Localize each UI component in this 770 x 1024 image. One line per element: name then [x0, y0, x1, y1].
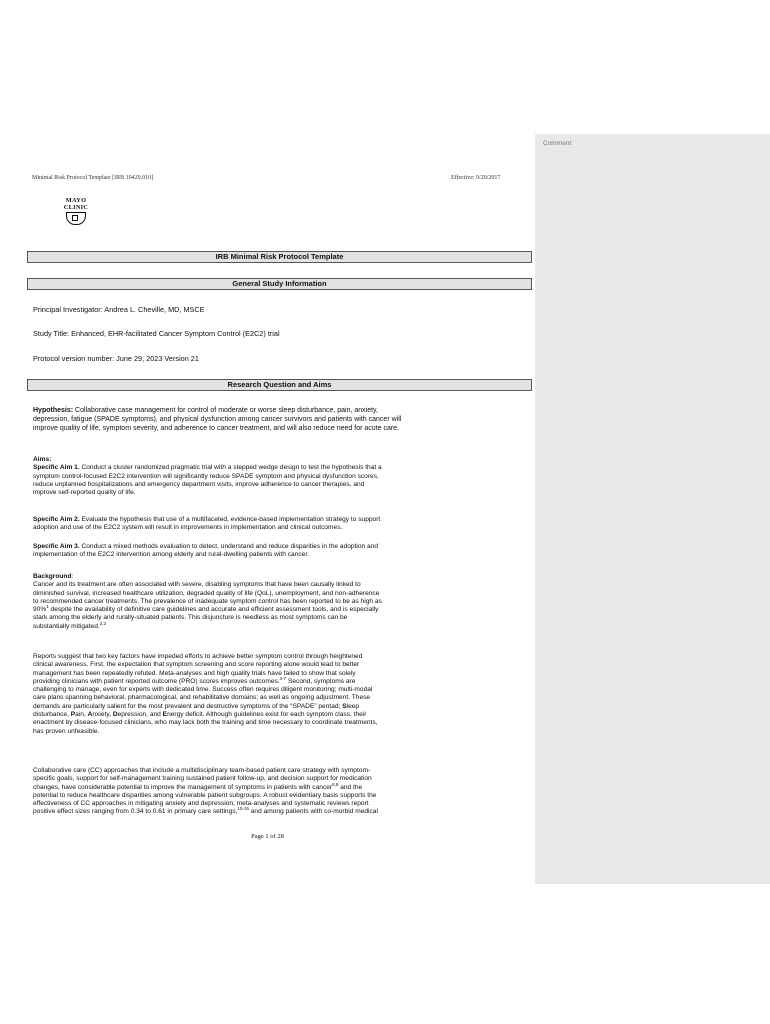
- mayo-clinic-logo: MAYO CLINIC: [58, 198, 94, 230]
- section-bar-title: IRB Minimal Risk Protocol Template: [27, 251, 532, 263]
- background-p1: Background: Cancer and its treatment are often associated with severe, disabling symptoms that have been causally linked to diminished survival, increased healthcare utilization, degraded quality of life (QoL), unemployment, and non-adherence to recommended cancer treatments. The prevalence of inadequate symptom control has been reported to be as high as 90%$^1$ despite the availability of definitive care guidelines and accurate and efficient assessment tools, and is especially stark among the elderly and rurally-situated patients. This disjuncture is needless as most symptoms can be substantially mitigated.$^{2,3}$: [33, 573, 382, 630]
- header-template-name: Minimal Risk Protocol Template [IRB 10429.010]: [32, 175, 154, 181]
- aim-3: Specific Aim 3. Conduct a mixed methods evaluation to detect, understand and reduce disparities in the adoption and implementation of the E2C2 intervention among elderly and rural-dwelling patients with cancer.: [33, 543, 379, 559]
- study-title: Study Title: Enhanced, EHR-facilitated Cancer Symptom Control (E2C2) trial: [33, 329, 280, 338]
- hypothesis-label: Hypothesis:: [33, 407, 74, 414]
- principal-investigator: Principal Investigator: Andrea L. Cheville, MD, MSCE: [33, 305, 205, 314]
- comment-pane[interactable]: [535, 134, 770, 884]
- header-effective-date: Effective: 9/20/2017: [451, 175, 501, 181]
- background-label: Background: [33, 573, 72, 580]
- hypothesis-paragraph: Hypothesis: Collaborative case management for control of moderate or worse sleep disturbance, pain, anxiety, depression, fatigue (SPADE symptoms), and physical dysfunction among cancer survivors and patients with cancer will improve quality of life, symptom severity, and adherence to cancer treatment, and will also reduce need for acute care.: [33, 407, 402, 433]
- aim-2: Specific Aim 2. Evaluate the hypothesis that use of a multifaceted, evidence-based implementation strategy to support adoption and use of the E2C2 system will result in improvements in implementation and clinical outcomes.: [33, 516, 381, 532]
- background-p2: Reports suggest that two key factors have impeded efforts to achieve better symptom control through heightened clinical awareness. First, the expectation that symptom screening and score reporting alone would lead to better management has been repeatedly refuted. Meta-analyses and high quality trials have failed to show that solely providing clinicians with patient reported outcome (PRO) scores improves outcomes.$^{4-7}$ Second, symptoms are challenging to manage, even for experts with dedicated time. Success often requires diligent monitoring; multi-modal care plans spanning behavioral, pharmacological, and rehabilitative domains; as well as ongoing adjustment. These demands are particularly salient for the most prevalent and destructive symptoms of the “SPADE” pentad; Sleep disturbance, Pain, Anxiety, Depression, and Energy deficit. Although guidelines exist for each symptom class, their enactment by disease-focused clinicians, who may lack both the training and time necessary to coordinate treatments, has proven unfeasible.: [33, 653, 378, 735]
- background-p3: Collaborative care (CC) approaches that include a multidisciplinary team-based patient care strategy with symptom- specific goals, support for self-management training sustained patient follow-up, and decision support for medication changes, have considerable potential to improve the management of symptoms in patients with cancer$^{8,9}$ and the potential to reduce healthcare disparities among vulnerable patient subgroups. A robust evidentiary basis supports the effectiveness of CC approaches in mitigating anxiety and depression; meta-analyses and systematic reviews report positive effect sizes ranging from 0.34 to 0.61 in primary care settings,$^{10-15}$ and among patients with co-morbid medical: [33, 767, 378, 816]
- page-number: Page 1 of 28: [251, 833, 284, 840]
- section-bar-research: Research Question and Aims: [27, 379, 532, 391]
- section-bar-general: General Study Information: [27, 278, 532, 290]
- shield-icon: [66, 212, 86, 225]
- comment-pane-label: Comment: [543, 140, 572, 147]
- protocol-version: Protocol version number: June 29, 2023 Version 21: [33, 354, 199, 363]
- aims-label: Aims:: [33, 456, 52, 463]
- aims-section: Aims: Specific Aim 1. Conduct a cluster randomized pragmatic trial with a stepped wedge design to test the hypothesis that a symptom control-focused E2C2 intervention will significantly reduce SPADE symptom and physical dysfunction scores, reduce unplanned hospitalizations and emergency department visits, improve adherence to cancer therapies, and improve self-reported quality of life.: [33, 456, 382, 497]
